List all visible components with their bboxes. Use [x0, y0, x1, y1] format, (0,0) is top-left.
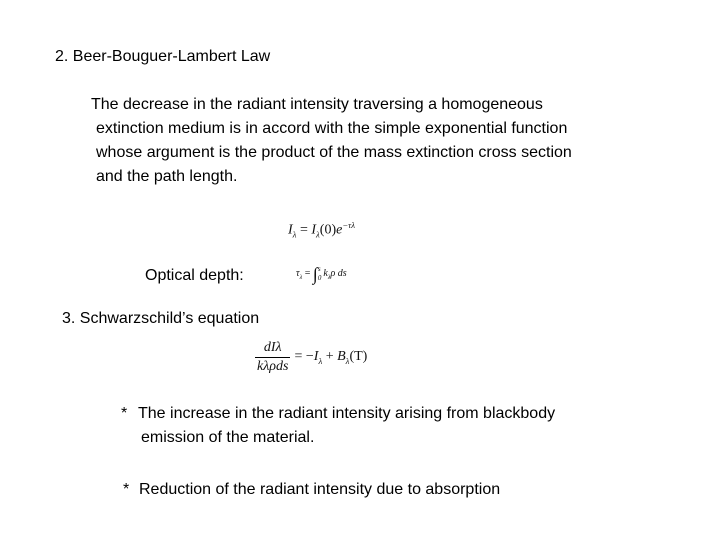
bullet-1-text [138, 402, 555, 450]
integral-symbol: ∫ [312, 264, 318, 284]
eq3-rhs-b: B [337, 349, 346, 365]
beer-law-paragraph [91, 93, 651, 189]
eq2-integrand-rest: ρ ds [330, 268, 347, 279]
eq2-lhs: τ [296, 268, 300, 279]
section-3-heading: 3. Schwarzschild’s equation [62, 310, 260, 327]
integral-upper-limit: s [317, 265, 321, 273]
bullet-1-marker: * [121, 405, 128, 422]
eq3-denominator: kλρds [257, 359, 289, 374]
integral-limits [318, 265, 322, 283]
eq2-equals: = [302, 268, 313, 279]
schwarzschild-equation [255, 340, 367, 375]
eq1-equals: = [296, 222, 312, 238]
optical-depth-equation [296, 264, 347, 285]
bullet-1-line-1: The increase in the radiant intensity arising from blackbody [138, 405, 556, 422]
eq1-rhs-arg: (0) [319, 222, 337, 238]
bullet-1-line-2: emission of the material. [141, 429, 315, 446]
eq1-rhs-i-sub: λ [316, 229, 320, 240]
eq3-plus: + [322, 349, 338, 365]
eq1-exp-base: e [336, 222, 343, 238]
eq3-rhs-t: (T) [349, 349, 368, 365]
eq3-equals: = [294, 349, 306, 365]
optical-depth-label: Optical depth: [145, 267, 244, 284]
bullet-2-marker: * [123, 481, 130, 498]
eq3-rhs [294, 349, 367, 366]
eq1-lhs-sub: λ [292, 229, 297, 240]
paragraph-line-1: The decrease in the radiant intensity traversing a homogeneous [91, 96, 543, 113]
paragraph-line-3: whose argument is the product of the mass extinction cross section [96, 144, 572, 161]
eq1-lhs: I [288, 222, 293, 238]
eq2-lhs-sub: λ [299, 274, 303, 281]
eq2-k: k [323, 268, 328, 279]
beer-law-equation [288, 220, 355, 239]
section-2-heading: 2. Beer-Bouguer-Lambert Law [55, 48, 271, 65]
eq3-fraction [255, 340, 290, 375]
bullet-2-text [139, 478, 500, 502]
eq3-minus: − [305, 349, 314, 365]
eq3-rhs-i-sub: λ [318, 355, 323, 366]
eq1-rhs-i: I [311, 222, 317, 238]
integral-lower-limit: 0 [317, 274, 322, 282]
eq3-rhs-b-sub: λ [345, 355, 350, 366]
eq1-exp-power: −τλ [342, 220, 356, 230]
eq3-numerator: dIλ [255, 340, 290, 358]
eq3-rhs-i: I [313, 349, 319, 365]
bullet-2-line-1: Reduction of the radiant intensity due to absorption [139, 481, 501, 498]
eq2-k-sub: λ [327, 274, 331, 281]
paragraph-line-2: extinction medium is in accord with the simple exponential function [96, 120, 568, 137]
paragraph-line-4: and the path length. [96, 168, 238, 185]
